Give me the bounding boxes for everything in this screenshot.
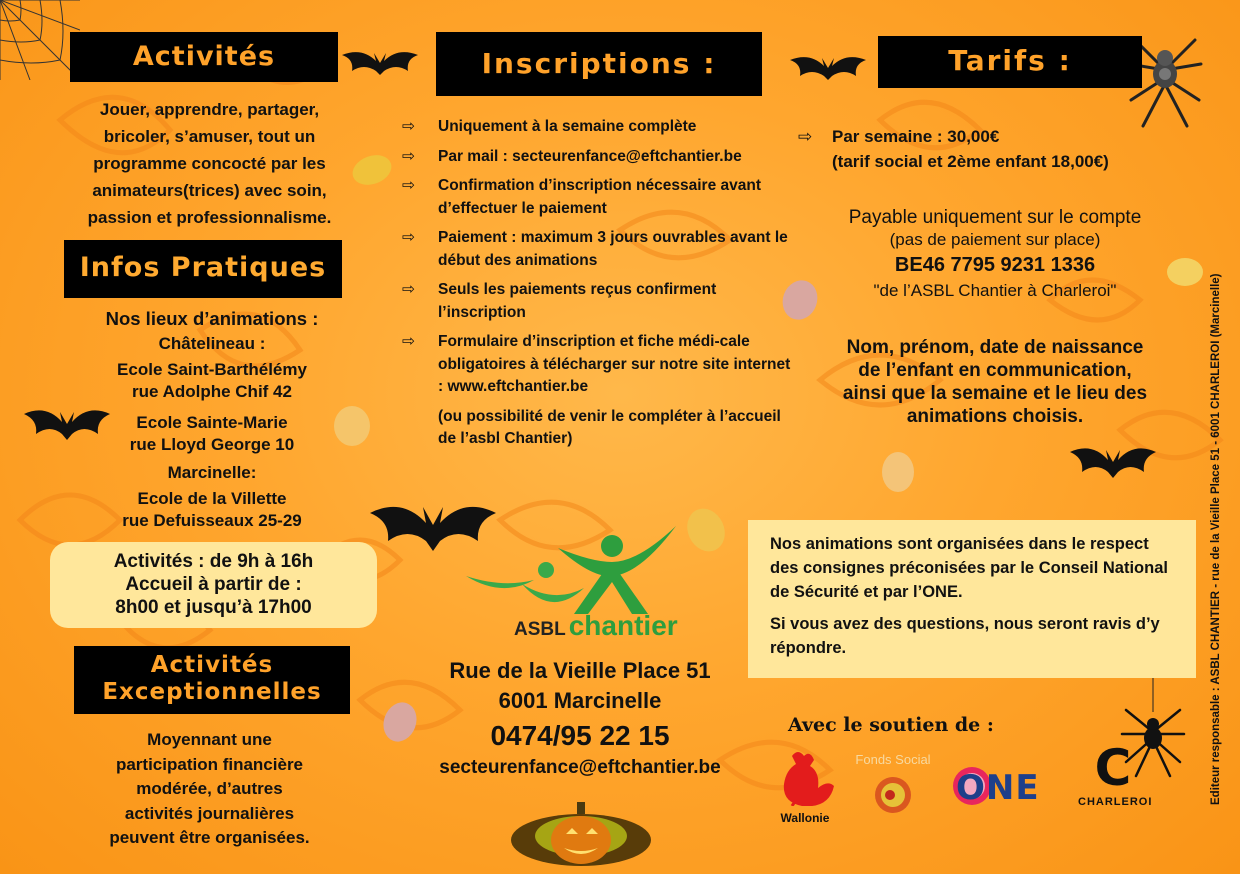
arrow-right-icon: ⇨ bbox=[402, 147, 415, 165]
payment-info: Payable uniquement sur le compte (pas de paiement sur place) BE46 7795 9231 1336 "de l’ASBL Chantier à Charleroi" bbox=[790, 206, 1200, 302]
rooster-icon bbox=[772, 748, 838, 806]
bat-icon bbox=[340, 45, 420, 85]
activites-header: Activités bbox=[70, 32, 338, 82]
list-item: ⇨ Paiement : maximum 3 jours ouvrables avant le début des animations bbox=[402, 229, 788, 269]
list-item: ⇨ Uniquement à la semaine complète bbox=[402, 116, 792, 139]
contact-block bbox=[400, 656, 760, 780]
infos-lieux: Nos lieux d’animations : Châtelineau : Ecole Saint-Barthélémy rue Adolphe Chif 42 Ecole Sainte-Marie rue Lloyd George 10 Marcinelle: Ecole de la Villette rue Defuisseaux 25-29 bbox=[105, 308, 319, 530]
activites-text: Jouer, apprendre, partager, bricoler, s’amuser, tout un programme concocté par les animateurs(trices) avec soin, passion et professionnalisme. bbox=[87, 100, 332, 227]
pumpkin-icon bbox=[506, 796, 656, 870]
logo-name: chantier bbox=[568, 610, 678, 641]
inscriptions-list bbox=[402, 116, 792, 458]
arrow-right-icon: ⇨ bbox=[402, 177, 415, 194]
asbl-chantier-logo bbox=[462, 518, 682, 648]
charleroi-logo: C CHARLEROI bbox=[1078, 739, 1153, 808]
chantier-figures-icon bbox=[462, 518, 682, 618]
hours-box: Activités : de 9h à 16h Accueil à partir de : 8h00 et jusqu’à 17h00 bbox=[50, 542, 377, 628]
fonds-social-logo: Fonds Social bbox=[848, 752, 938, 822]
arrow-right-icon: ⇨ bbox=[798, 127, 813, 146]
inscriptions-header: Inscriptions : bbox=[436, 32, 762, 96]
editeur-responsable: Editeur responsable : ASBL CHANTIER - rue de la Vieille Place 51 - 6001 CHARLEROI (Marcinelle) bbox=[1210, 273, 1222, 805]
exceptionnelles-text: Moyennant une participation financière modérée, d’autres activités journalières peuvent être organisées. bbox=[109, 730, 310, 847]
soutien-heading: Avec le soutien de : bbox=[788, 714, 994, 736]
fonds-social-emblem-icon bbox=[848, 767, 938, 823]
tarifs-price: ⇨ Par semaine : 30,00€ (tarif social et 2ème enfant 18,00€) bbox=[798, 124, 1198, 174]
contact-phone: 0474/95 22 15 bbox=[490, 720, 670, 751]
contact-city: 6001 Marcinelle bbox=[498, 688, 662, 713]
contact-email: secteurenfance@eftchantier.be bbox=[439, 757, 721, 778]
list-item: ⇨ Formulaire d’inscription et fiche médi-cale obligatoires à télécharger sur notre site internet : www.eftchantier.be bbox=[402, 333, 791, 395]
communication-info: Nom, prénom, date de naissance de l’enfant en communication, ainsi que la semaine et le lieu des animations choisis. bbox=[842, 337, 1148, 427]
bat-icon bbox=[1068, 440, 1158, 490]
list-item: ⇨ Seuls les paiements reçus confirment l’inscription bbox=[402, 281, 717, 321]
arrow-right-icon: ⇨ bbox=[402, 229, 415, 246]
arrow-right-icon: ⇨ bbox=[402, 333, 415, 350]
bat-icon bbox=[788, 50, 868, 90]
spider-web-icon bbox=[0, 0, 80, 80]
infos-header: Infos Pratiques bbox=[64, 240, 342, 298]
one-logo: ONE bbox=[952, 766, 1064, 806]
list-item: ⇨ Confirmation d’inscription nécessaire avant d’effectuer le paiement bbox=[402, 177, 761, 217]
covid-note-box: Nos animations sont organisées dans le respect des consignes préconisées par le Conseil National de Sécurité et par l’ONE. Si vous avez des questions, nous seront ravis d’y répondre. bbox=[748, 520, 1196, 678]
arrow-right-icon: ⇨ bbox=[402, 118, 415, 135]
contact-street: Rue de la Vieille Place 51 bbox=[449, 658, 711, 683]
tarifs-header: Tarifs : bbox=[878, 36, 1142, 88]
iban: BE46 7795 9231 1336 bbox=[894, 254, 1096, 276]
exceptionnelles-header: Activités Exceptionnelles bbox=[74, 646, 350, 714]
list-item: (ou possibilité de venir le compléter à l’accueil de l’asbl Chantier) bbox=[438, 407, 781, 447]
logo-prefix: ASBL bbox=[514, 619, 566, 640]
arrow-right-icon: ⇨ bbox=[402, 281, 415, 298]
list-item: ⇨ Par mail : secteurenfance@eftchantier.be bbox=[402, 146, 792, 169]
wallonie-logo: Wallonie bbox=[772, 748, 838, 828]
